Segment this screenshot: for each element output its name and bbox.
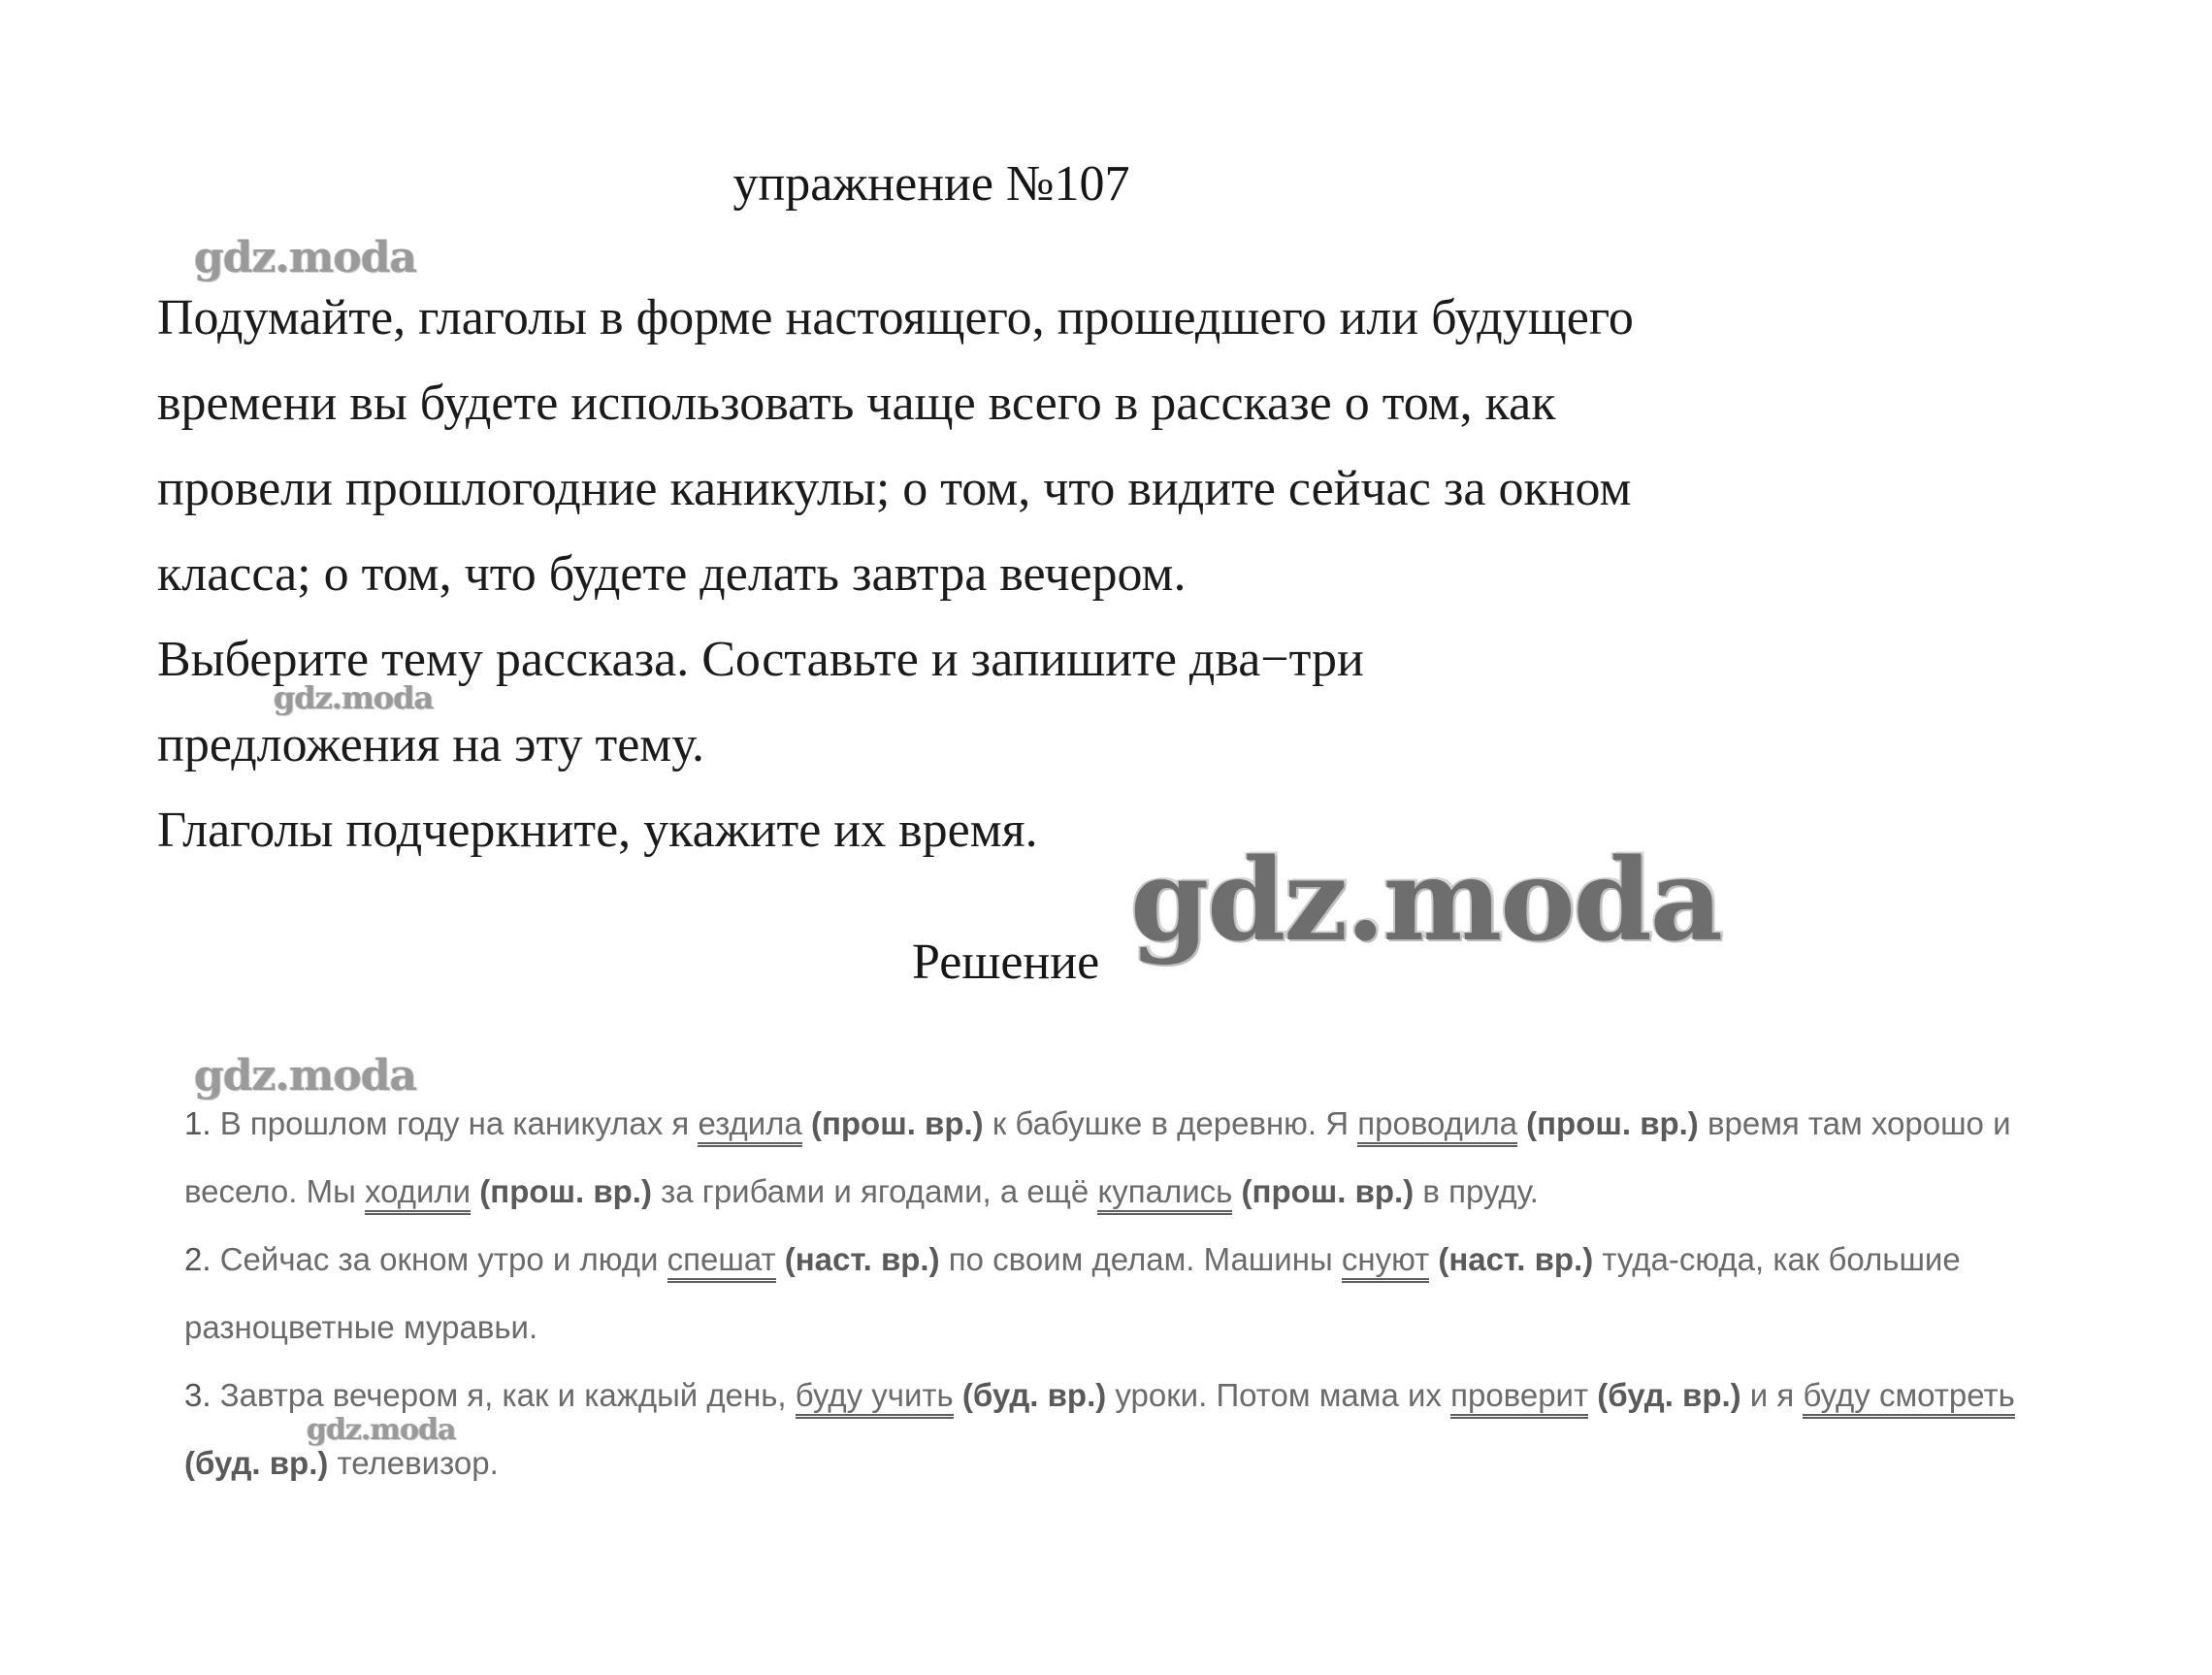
solution-line bbox=[184, 1300, 2202, 1368]
verb-underlined: буду учить bbox=[796, 1377, 954, 1419]
tense-mark: (наст. вр.) bbox=[1438, 1241, 1594, 1277]
sentence-text: к бабушке в деревню. Я bbox=[983, 1105, 1358, 1141]
verb-underlined: буду смотреть bbox=[1803, 1377, 2014, 1419]
exercise-title: упражнение №107 bbox=[732, 156, 1130, 212]
solution-line bbox=[184, 1165, 2202, 1232]
sentence-text: разноцветные муравьи. bbox=[184, 1309, 538, 1345]
verb-underlined: ходили bbox=[365, 1173, 471, 1215]
watermark: gdz.moda bbox=[307, 1413, 456, 1447]
task-line: Подумайте, глаголы в форме настоящего, прошедшего или будущего bbox=[157, 290, 1634, 345]
watermark: gdz.moda bbox=[194, 233, 417, 282]
tense-mark: (буд. вр.) bbox=[1597, 1377, 1741, 1413]
sentence-text: туда-сюда, как большие bbox=[1593, 1241, 1961, 1277]
solution-line bbox=[184, 1232, 2202, 1300]
sentence-text: в пруду. bbox=[1414, 1173, 1539, 1209]
tense-mark: (прош. вр.) bbox=[1241, 1173, 1415, 1209]
verb-underlined: проводила bbox=[1357, 1105, 1517, 1147]
sentence-text: весело. Мы bbox=[184, 1173, 365, 1209]
watermark: gdz.moda bbox=[194, 1051, 417, 1100]
task-line: класса; о том, что будете делать завтра вечером. bbox=[157, 546, 1187, 602]
sentence-text: время там хорошо и bbox=[1698, 1105, 2011, 1141]
task-line: предложения на эту тему. bbox=[157, 717, 705, 772]
tense-mark: (наст. вр.) bbox=[784, 1241, 940, 1277]
task-line: Выберите тему рассказа. Составьте и запишите два−три bbox=[157, 632, 1364, 687]
sentence-text: телевизор. bbox=[328, 1445, 499, 1481]
tense-mark: (буд. вр.) bbox=[184, 1445, 329, 1481]
item-number: 3. bbox=[184, 1377, 211, 1413]
verb-underlined: спешат bbox=[667, 1241, 776, 1283]
solution-label: Решение bbox=[912, 935, 1100, 990]
sentence-text: по своим делам. Машины bbox=[939, 1241, 1342, 1277]
sentence-text: и я bbox=[1740, 1377, 1804, 1413]
task-text bbox=[157, 276, 1923, 873]
verb-underlined: проверит bbox=[1450, 1377, 1588, 1419]
tense-mark: (прош. вр.) bbox=[1526, 1105, 1699, 1141]
sentence-text: за грибами и ягодами, а ещё bbox=[651, 1173, 1098, 1209]
task-line: Глаголы подчеркните, укажите их время. bbox=[157, 803, 1038, 858]
solution-block bbox=[184, 1097, 2202, 1504]
task-line: провели прошлогодние каникулы; о том, что видите сейчас за окном bbox=[157, 461, 1632, 516]
tense-mark: (прош. вр.) bbox=[479, 1173, 652, 1209]
sentence-text: Завтра вечером я, как и каждый день, bbox=[211, 1377, 796, 1413]
verb-underlined: снуют bbox=[1342, 1241, 1429, 1283]
sentence-text: уроки. Потом мама их bbox=[1106, 1377, 1451, 1413]
verb-underlined: ездила bbox=[698, 1105, 801, 1147]
solution-line bbox=[184, 1097, 2202, 1165]
watermark: gdz.moda bbox=[274, 679, 434, 716]
task-line: времени вы будете использовать чаще всего в рассказе о том, как bbox=[157, 376, 1556, 431]
sentence-text: В прошлом году на каникулах я bbox=[211, 1105, 699, 1141]
watermark-large: gdz.moda bbox=[1130, 835, 1721, 967]
solution-line bbox=[184, 1368, 2202, 1436]
solution-line bbox=[184, 1436, 2202, 1504]
verb-underlined: купались bbox=[1097, 1173, 1232, 1215]
tense-mark: (прош. вр.) bbox=[810, 1105, 984, 1141]
tense-mark: (буд. вр.) bbox=[961, 1377, 1107, 1413]
item-number: 2. bbox=[184, 1241, 211, 1277]
item-number: 1. bbox=[184, 1105, 211, 1141]
sentence-text: Сейчас за окном утро и люди bbox=[211, 1241, 667, 1277]
